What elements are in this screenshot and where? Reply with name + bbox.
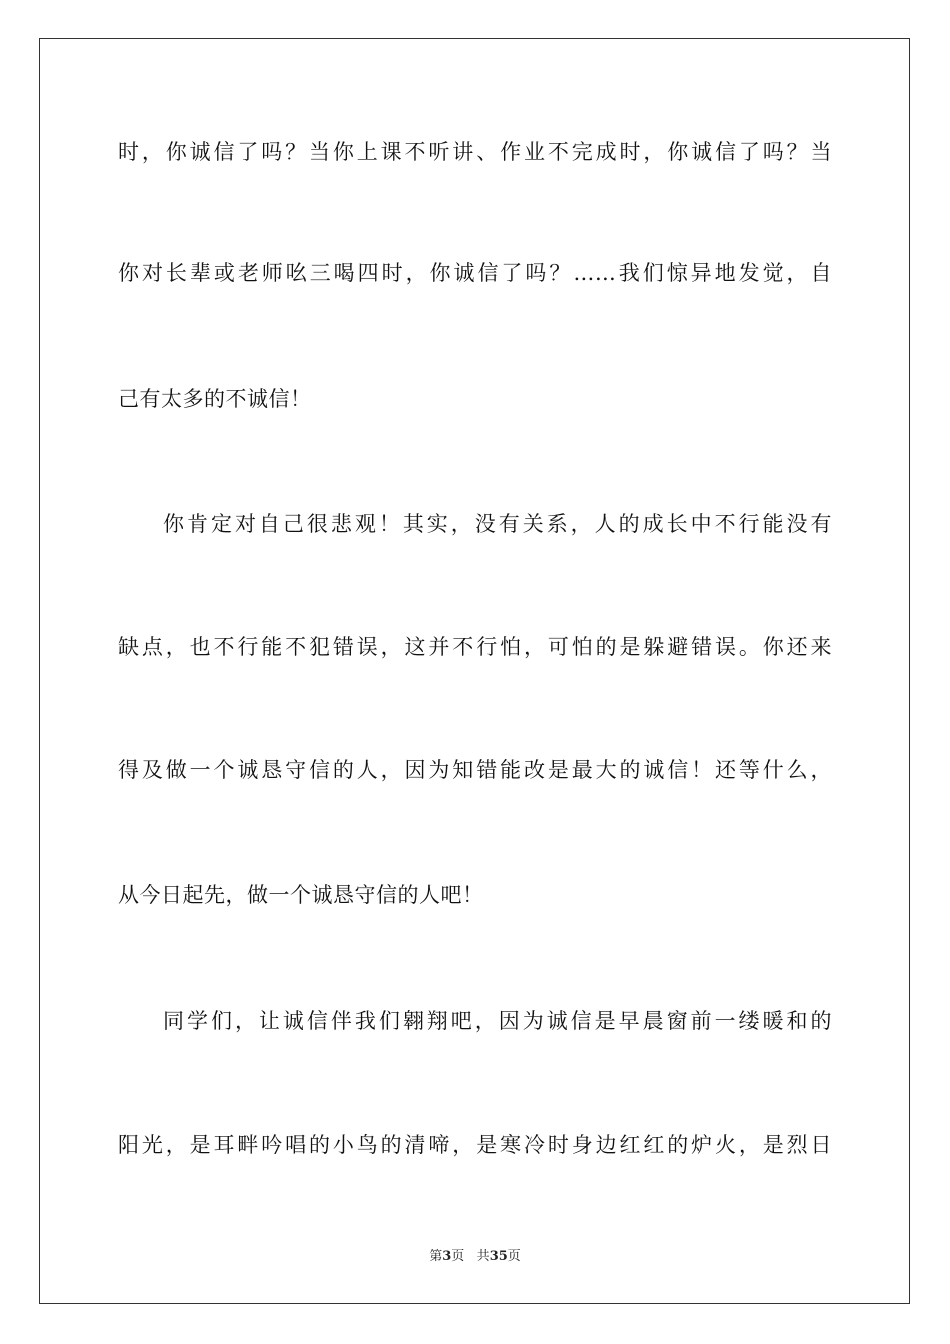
body-line-5: 缺点，也不行能不犯错误，这并不行怕，可怕的是躲避错误。你还来 (118, 635, 832, 659)
body-line-8: 同学们，让诚信伴我们翱翔吧，因为诚信是早晨窗前一缕暖和的 (163, 1009, 832, 1033)
page-label-suffix: 页 (451, 1249, 465, 1264)
body-line-3: 己有太多的不诚信！ (118, 387, 312, 411)
total-pages: 35 (489, 1249, 508, 1264)
page-number: 3 (442, 1249, 452, 1264)
page-frame (39, 38, 910, 1304)
page-footer (0, 1248, 950, 1266)
body-line-6: 得及做一个诚恳守信的人，因为知错能改是最大的诚信！还等什么， (118, 758, 832, 782)
page-label-prefix: 第 (429, 1249, 443, 1264)
total-label-prefix: 共 (476, 1249, 490, 1264)
body-line-4: 你肯定对自己很悲观！其实，没有关系，人的成长中不行能没有 (163, 512, 832, 536)
body-line-9: 阳光，是耳畔吟唱的小鸟的清啼，是寒冷时身边红红的炉火，是烈日 (118, 1133, 832, 1157)
body-line-1: 时，你诚信了吗？当你上课不听讲、作业不完成时，你诚信了吗？当 (118, 140, 832, 164)
body-line-2: 你对长辈或老师吆三喝四时，你诚信了吗？……我们惊异地发觉，自 (118, 261, 832, 285)
total-label-suffix: 页 (507, 1249, 521, 1264)
body-line-7: 从今日起先，做一个诚恳守信的人吧！ (118, 883, 484, 907)
